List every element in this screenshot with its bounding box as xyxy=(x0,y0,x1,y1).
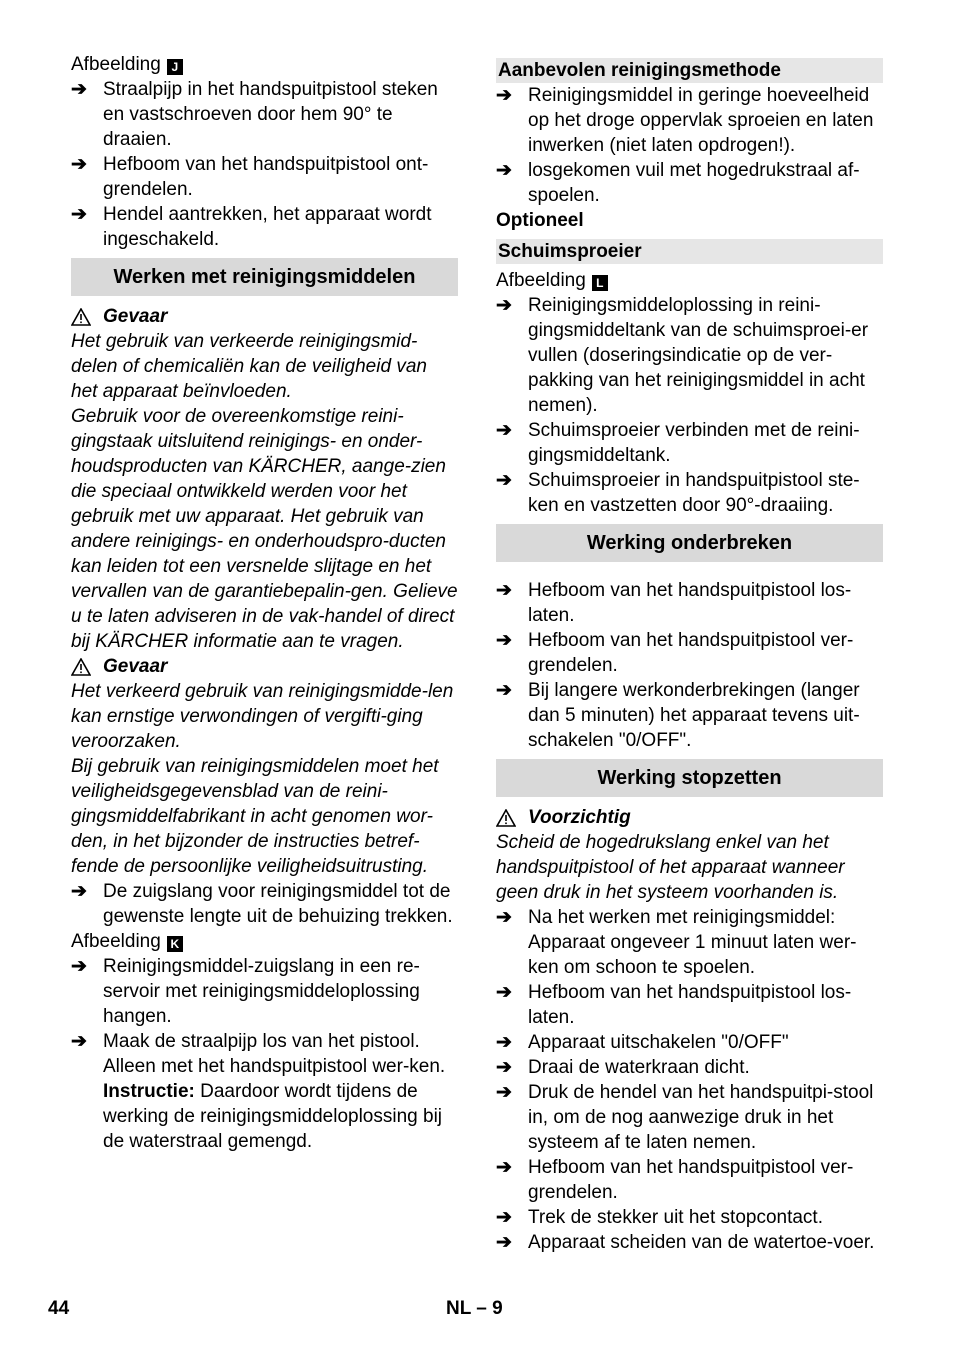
list-item xyxy=(496,1080,883,1155)
list-item xyxy=(496,628,883,678)
figure-ref-k: Afbeelding K xyxy=(71,929,458,954)
list-item xyxy=(496,678,883,753)
arrow-right-icon: ➔ xyxy=(496,1032,512,1053)
subsection-heading-reinigingsmethode: Aanbevolen reinigingsmethode xyxy=(496,58,883,83)
list-item xyxy=(496,980,883,1030)
list-item xyxy=(71,954,458,1029)
arrow-right-icon: ➔ xyxy=(496,1057,512,1078)
warning-heading xyxy=(71,654,458,679)
step-text: Apparaat scheiden van de watertoe-voer. xyxy=(528,1232,875,1253)
left-column xyxy=(71,52,458,1154)
warning-text: Gebruik voor de overeenkomstige reini-gingstaak uitsluitend reinigings- en onder-houdsproducten van KÄRCHER, aange-zien die speciaal ontwikkeld werden voor het gebruik met uw apparaat. Het gebruik van andere reinigings- en onderhoudspro-ducten kan leiden tot een versnelde slijtage en het vervallen van de garantiebepalin-gen. Gelieve u te laten adviseren in de vak-handel of direct bij KÄRCHER informatie aan te vragen. xyxy=(71,406,458,652)
list-item xyxy=(496,1205,883,1230)
warning-text: Het gebruik van verkeerde reinigingsmid-delen of chemicaliën kan de veiligheid van het apparaat beïnvloeden. xyxy=(71,331,427,402)
list-item xyxy=(496,293,883,418)
step-text: Schuimsproeier verbinden met de reini-gingsmiddeltank. xyxy=(528,420,860,466)
list-item xyxy=(71,202,458,252)
step-text: Hendel aantrekken, het apparaat wordt ingeschakeld. xyxy=(103,204,432,250)
arrow-right-icon: ➔ xyxy=(71,204,87,225)
arrow-right-icon: ➔ xyxy=(496,1232,512,1253)
arrow-right-icon: ➔ xyxy=(496,1207,512,1228)
warning-title: Gevaar xyxy=(103,306,168,327)
list-item xyxy=(71,879,458,929)
arrow-right-icon: ➔ xyxy=(496,420,512,441)
figure-badge-k: K xyxy=(167,936,183,952)
list-item xyxy=(496,418,883,468)
section-page-number: NL – 9 xyxy=(446,1298,503,1319)
step-text: losgekomen vuil met hogedrukstraal af-spoelen. xyxy=(528,160,860,206)
warning-text: Het verkeerd gebruik van reinigingsmidde-len kan ernstige verwondingen of vergifti-ging veroorzaken. xyxy=(71,681,454,752)
list-item xyxy=(496,578,883,628)
step-text: Straalpijp in het handspuitpistool steken en vastschroeven door hem 90° te draaien. xyxy=(103,79,438,150)
step-text: Draai de waterkraan dicht. xyxy=(528,1057,750,1078)
warning-text: Bij gebruik van reinigingsmiddelen moet het veiligheidsgegevensblad van de reini-gingsmiddelfabrikant in acht genomen wor-den, in het bijzonder de instructies betref-fende de persoonlijke veiligheidsuitrusting. xyxy=(71,756,439,877)
step-text: Reinigingsmiddel-zuigslang in een re-servoir met reinigingsmiddeloplossing hangen. xyxy=(103,956,420,1027)
step-text: Reinigingsmiddel in geringe hoeveelheid op het droge oppervlak sproeien en laten inwerken (niet laten opdrogen!). xyxy=(528,85,874,156)
list-item xyxy=(496,905,883,980)
step-text: Hefboom van het handspuitpistool los-laten. xyxy=(528,982,852,1028)
list-item xyxy=(496,1055,883,1080)
arrow-right-icon: ➔ xyxy=(71,1031,87,1052)
arrow-right-icon: ➔ xyxy=(496,1082,512,1103)
figure-ref-l: Afbeelding L xyxy=(496,268,883,293)
arrow-right-icon: ➔ xyxy=(496,907,512,928)
arrow-right-icon: ➔ xyxy=(496,85,512,106)
arrow-right-icon: ➔ xyxy=(496,680,512,701)
list-item xyxy=(71,152,458,202)
warning-triangle-icon xyxy=(71,308,91,326)
subsection-heading-schuimsproeier: Schuimsproeier xyxy=(496,239,883,264)
figure-badge-j: J xyxy=(167,59,183,75)
list-item xyxy=(71,77,458,152)
warning-text: Scheid de hogedrukslang enkel van het handspuitpistool of het apparaat wanneer geen druk in het systeem voorhanden is. xyxy=(496,832,845,903)
step-text: Apparaat uitschakelen "0/OFF" xyxy=(528,1032,789,1053)
step-text: Maak de straalpijp los van het pistool. Alleen met het handspuitpistool wer-ken. xyxy=(103,1031,446,1077)
step-text: Hefboom van het handspuitpistool los-laten. xyxy=(528,580,852,626)
list-item xyxy=(496,1030,883,1055)
warning-triangle-icon xyxy=(71,658,91,676)
arrow-right-icon: ➔ xyxy=(496,580,512,601)
warning-triangle-icon xyxy=(496,809,516,827)
arrow-right-icon: ➔ xyxy=(496,160,512,181)
step-text: Trek de stekker uit het stopcontact. xyxy=(528,1207,823,1228)
step-text: De zuigslang voor reinigingsmiddel tot de gewenste lengte uit de behuizing trekken. xyxy=(103,881,453,927)
step-text: Reinigingsmiddeloplossing in reini-gingsmiddeltank van de schuimsproei-er vullen (doseringsindicatie op de ver-pakking van het reinigingsmiddel in acht nemen). xyxy=(528,295,869,416)
list-item xyxy=(496,1155,883,1205)
arrow-right-icon: ➔ xyxy=(71,956,87,977)
section-heading-onderbreken: Werking onderbreken xyxy=(496,524,883,562)
step-text: Schuimsproeier in handspuitpistool ste-ken en vastzetten door 90°-draaiing. xyxy=(528,470,860,516)
warning-heading xyxy=(71,304,458,329)
step-text: Bij langere werkonderbrekingen (langer dan 5 minuten) het apparaat tevens uit-schakelen "0/OFF". xyxy=(528,680,860,751)
arrow-right-icon: ➔ xyxy=(496,295,512,316)
arrow-right-icon: ➔ xyxy=(71,79,87,100)
list-item xyxy=(71,1029,458,1079)
figure-badge-l: L xyxy=(592,275,608,291)
arrow-right-icon: ➔ xyxy=(496,470,512,491)
step-text: Hefboom van het handspuitpistool ont-grendelen. xyxy=(103,154,429,200)
step-text: Druk de hendel van het handspuitpi-stool in, om de nog aanwezige druk in het systeem af te laten nemen. xyxy=(528,1082,874,1153)
step-text: Hefboom van het handspuitpistool ver-grendelen. xyxy=(528,630,854,676)
arrow-right-icon: ➔ xyxy=(496,630,512,651)
warning-title: Gevaar xyxy=(103,656,168,677)
page-number: 44 xyxy=(48,1298,70,1319)
list-item xyxy=(496,1230,883,1255)
arrow-right-icon: ➔ xyxy=(496,1157,512,1178)
warning-heading xyxy=(496,805,883,830)
instruction-label: Instructie: xyxy=(103,1081,195,1102)
step-text: Hefboom van het handspuitpistool ver-grendelen. xyxy=(528,1157,854,1203)
instruction-note xyxy=(71,1079,458,1154)
list-item xyxy=(496,468,883,518)
list-item xyxy=(496,158,883,208)
section-heading-stopzetten: Werking stopzetten xyxy=(496,759,883,797)
section-heading-reinigingsmiddelen: Werken met reinigingsmiddelen xyxy=(71,258,458,296)
arrow-right-icon: ➔ xyxy=(71,154,87,175)
step-text: Na het werken met reinigingsmiddel: Apparaat ongeveer 1 minuut laten wer-ken om schoon te spoelen. xyxy=(528,907,857,978)
optional-heading: Optioneel xyxy=(496,210,584,231)
warning-title: Voorzichtig xyxy=(528,807,631,828)
figure-ref-j: Afbeelding J xyxy=(71,52,458,77)
instruction-text: Daardoor wordt tijdens de werking de reinigingsmiddeloplossing bij de waterstraal gemengd. xyxy=(103,1081,443,1152)
arrow-right-icon: ➔ xyxy=(496,982,512,1003)
arrow-right-icon: ➔ xyxy=(71,881,87,902)
right-column xyxy=(496,52,883,1255)
list-item xyxy=(496,83,883,158)
